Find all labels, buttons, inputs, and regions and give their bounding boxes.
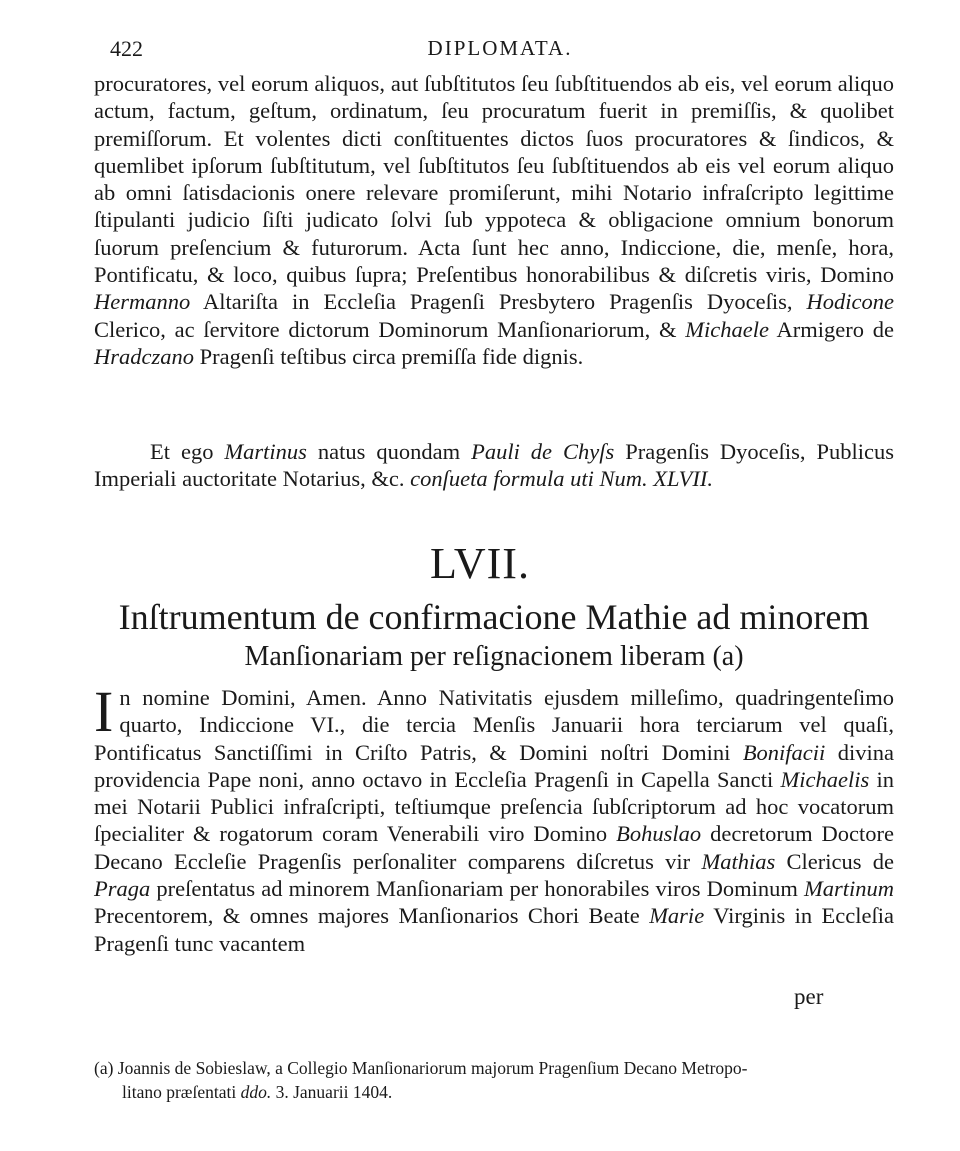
paragraph-continuation bbox=[94, 70, 894, 370]
footnote-line bbox=[94, 1080, 904, 1104]
person-name: Bonifacii bbox=[742, 739, 826, 765]
person-name: Martinum bbox=[804, 876, 895, 902]
person-name: Marie bbox=[649, 903, 705, 929]
text-segment: Armigero de bbox=[776, 316, 894, 342]
text-segment: 3. Januarii 1404. bbox=[275, 1082, 393, 1102]
text-segment: Altariſta in Eccleſia Pragenſi Presbytero Pragenſis Dyoceſis, bbox=[203, 289, 793, 315]
person-name: Michaelis bbox=[780, 766, 870, 792]
document-body bbox=[94, 679, 895, 957]
text-segment: Et ego bbox=[150, 439, 214, 464]
catchword: per bbox=[794, 984, 824, 1009]
text-segment: Clericus de bbox=[786, 848, 895, 874]
text-segment: Pragenſi teſtibus circa premiſſa fide dignis. bbox=[199, 343, 584, 369]
running-head: DIPLOMATA. bbox=[427, 36, 573, 60]
abbreviation: ddo. bbox=[240, 1082, 272, 1102]
formula-reference: conſueta formula uti Num. XLVII. bbox=[410, 466, 714, 492]
text-segment: natus quondam bbox=[317, 439, 461, 464]
text-segment: n nomine Domini, Amen. Anno Nativitatis ejusdem milleſimo, quadringenteſimo quarto, Indiccione VI., die tercia Menſis Januarii hora terciarum vel quaſi, Pontificatus Sanctiſſimi in Criſto Patris, & Domini noſtri Domini bbox=[94, 685, 894, 765]
document-title: Inſtrumentum de confirmacione Mathie ad minorem bbox=[118, 597, 870, 637]
text-segment: in mei Notarii Publici infraſcripti, teſtiumque preſencia ſubſcriptorum ad hoc vocatorum ſpecialiter & rogatorum coram Venerabili viro Domino bbox=[94, 766, 895, 847]
person-name: Michaele bbox=[685, 316, 769, 342]
text-segment: Virginis in Eccleſia Pragenſi tunc vacantem bbox=[94, 903, 894, 956]
drop-cap: I bbox=[94, 679, 114, 744]
page-header bbox=[110, 36, 890, 66]
person-name: Bohuslao bbox=[616, 821, 702, 847]
page-number: 422 bbox=[110, 36, 143, 61]
footnote-line: (a) Joannis de Sobieslaw, a Collegio Manſionariorum majorum Pragenſium Decano Metropo- bbox=[94, 1058, 748, 1078]
text-segment: preſentatus ad minorem Manſionariam per honorabiles viros Dominum bbox=[156, 876, 798, 902]
person-name: Mathias bbox=[701, 848, 776, 874]
person-name: Hodicone bbox=[806, 289, 894, 315]
document-subtitle: Manſionariam per reſignacionem liberam (a) bbox=[244, 641, 744, 672]
text-segment: Precentorem, & omnes majores Manſionarios Chori Beate bbox=[94, 903, 640, 929]
text-segment: decretorum Doctore Decano Eccleſie Pragenſis perſonaliter comparens diſcretus vir bbox=[94, 821, 895, 874]
person-name: Martinus bbox=[224, 439, 307, 464]
footnote bbox=[94, 1056, 904, 1104]
person-name: Hermanno bbox=[94, 289, 191, 315]
place-name: Hradczano bbox=[94, 343, 194, 369]
document-number: LVII. bbox=[430, 539, 530, 588]
text-segment: divina providencia Pape noni, anno octavo in Eccleſia Pragenſi in Capella Sancti bbox=[94, 739, 894, 792]
person-name: Pauli de Chyſs bbox=[471, 439, 615, 464]
text-segment: Clerico, ac ſervitore dictorum Dominorum Manſionariorum, & bbox=[94, 316, 677, 342]
text-segment: Pragenſis Dyoceſis, Publicus Imperiali auctoritate Notarius, &c. bbox=[94, 439, 895, 492]
place-name: Praga bbox=[94, 876, 151, 902]
notary-attestation bbox=[94, 438, 894, 493]
text-segment: procuratores, vel eorum aliquos, aut ſubſtitutos ſeu ſubſtituendos ab eis, vel eorum aliquo actum, factum, geſtum, ordinatum, ſeu procuratum fuerit in premiſſis, & quolibet premiſſorum. Et volentes dicti conſtituentes dictos ſuos procuratores & ſindicos, & quemlibet ipſorum ſubſtitutum, vel ſubſtitutos ſeu ſubſtituendos ab eis vel eorum aliquo ab omni ſatisdacionis onere relevare promiſerunt, mihi Notario infraſcripto legittime ſtipulanti judicio ſiſti judicato ſolvi ſub yppoteca & obligacione omnium bonorum ſuorum preſencium & futurorum. Acta ſunt hec anno, Indiccione, die, menſe, hora, Pontificatu, & loco, quibus ſupra; Preſentibus honorabilibus & diſcretis viris, Domino bbox=[94, 71, 894, 288]
text-segment: litano præſentati bbox=[122, 1082, 237, 1102]
